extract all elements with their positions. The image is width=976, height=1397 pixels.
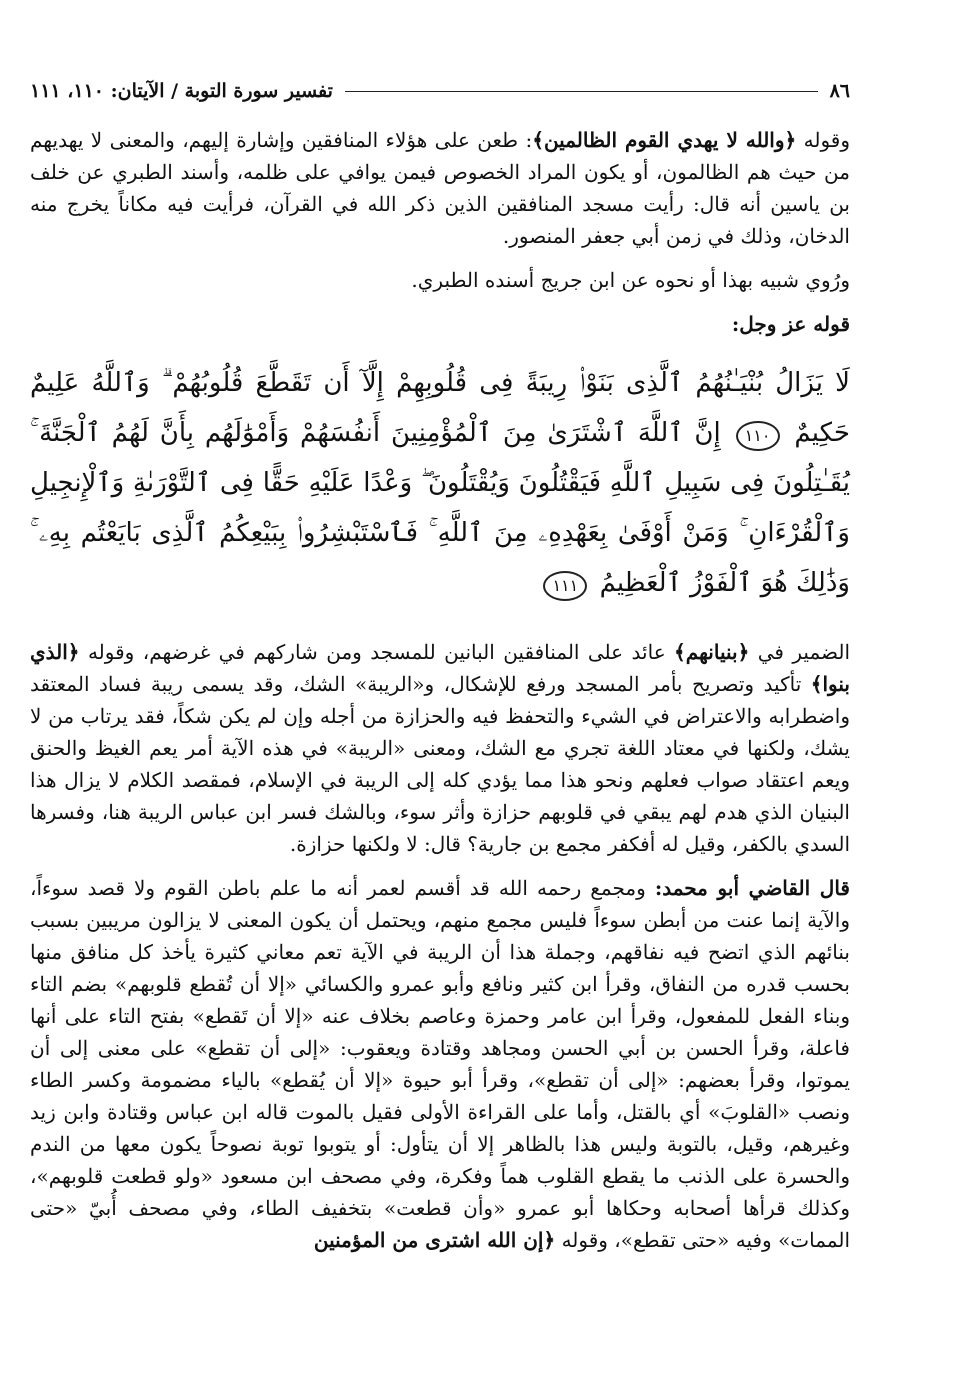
p1-quote: ﴿والله لا يهدي القوم الظالمين﴾ <box>532 128 797 152</box>
p1-text: : طعن على هؤلاء المنافقين وإشارة إليهم، والمعنى لا يهديهم من حيث هم الظالمون، أو يكون المراد الخصوص فيمن يوافي على ظلمه، وأسند الطبري عن خلف بن ياسين أنه قال: رأيت مسجد المنافقين الذين ذكر الله في القرآن، فرأيت فيه مكاناً يخرج منه الدخان، وذلك في زمن أبي جعفر المنصور. <box>30 128 850 248</box>
paragraph-1 <box>30 124 850 252</box>
running-title: تفسير سورة التوبة / الآيتان: ١١٠، ١١١ <box>30 80 333 102</box>
p3-heading: قوله عز وجل: <box>731 312 850 336</box>
paragraph-2: ورُوي شبيه بهذا أو نحوه عن ابن جريج أسنده الطبري. <box>411 268 850 292</box>
p4-quote-2: ﴿الذي بنوا﴾ <box>30 640 850 696</box>
verse-marker-110: ١١٠ <box>736 421 780 451</box>
page-number: ٨٦ <box>829 80 850 102</box>
paragraph-4 <box>30 636 850 860</box>
p4-text: تأكيد وتصريح بأمر المسجد ورفع للإشكال، و«الريبة» الشك، وقد يسمى ريبة فساد المعتقد واضطرابه والاعتراض في الشيء والتحفظ فيه والحزازة من أجله وإن لم يكن شكاً، فقد يرتاب من لا يشك، ولكنها في معتاد اللغة تجري مع الشك، ومعنى «الريبة» في هذه الآية أمر يعم الغيظ والحنق ويعم اعتقاد صواب فعلهم ونحو هذا مما يؤدي كله إلى الريبة في الإسلام، فمقصد الكلام لا يزال هذا البنيان الذي هدم لهم يبقي في قلوبهم حزازة وأثر سوء، وبالشك فسر ابن عباس الريبة هنا، وفسرها السدي بالكفر، وقيل له أفكفر مجمع بن جارية؟ قال: لا ولكنها حزازة. <box>30 672 850 856</box>
p4-quote-1: ﴿بنيانهم﴾ <box>674 640 750 664</box>
verse-part-2: إِنَّ ٱللَّهَ ٱشْتَرَىٰ مِنَ ٱلْمُؤْمِنِينَ أَنفُسَهُمْ وَأَمْوَٰلَهُم بِأَنَّ لَهُمُ ٱلْجَنَّةَ ۚ يُقَـٰتِلُونَ فِى سَبِيلِ ٱللَّهِ فَيَقْتُلُونَ وَيُقْتَلُونَ ۖ وَعْدًا عَلَيْهِ حَقًّا فِى ٱلتَّوْرَىٰةِ وَٱلْإِنجِيلِ وَٱلْقُرْءَانِ ۚ وَمَنْ أَوْفَىٰ بِعَهْدِهِۦ مِنَ ٱللَّهِ ۚ فَٱسْتَبْشِرُوا۟ بِبَيْعِكُمُ ٱلَّذِى بَايَعْتُم بِهِۦ ۚ وَذَٰلِكَ هُوَ ٱلْفَوْزُ ٱلْعَظِيمُ <box>30 418 851 598</box>
p1-lead: وقوله <box>803 128 851 152</box>
quran-verse <box>30 358 850 608</box>
p5-text: ومجمع رحمه الله قد أقسم لعمر أنه ما علم باطن القوم ولا قصد سوءاً، والآية إنما عنت من أبطن سوءاً فليس مجمع منهم، ويحتمل أن يكون المعنى لا يزالون مريبين بسبب بنائهم الذي اتضح فيه نفاقهم، وجملة هذا أن الريبة في الآية تعم معاني كثيرة يأخذ كل منافق منها بحسب قدره من النفاق، وقرأ ابن كثير ونافع وأبو عمرو والكسائي «إلا أن تُقطع قلوبهم» بضم التاء وبناء الفعل للمفعول، وقرأ ابن عامر وحمزة وعاصم بخلاف عنه «إلا أن تَقطع» بفتح التاء على أنها فاعلة، وقرأ الحسن بن أبي الحسن ومجاهد وقتادة ويعقوب: «إلى أن تقطع» على معنى إلى أن يموتوا، وقرأ بعضهم: «إلى أن تقطع»، وقرأ أبو حيوة «إلا أن يُقطع» بالياء مضمومة وكسر الطاء ونصب «القلوبَ» أي بالقتل، وأما على القراءة الأولى فقيل بالموت قاله ابن عباس وقتادة وابن زيد وغيرهم، وقيل، بالتوبة وليس هذا بالظاهر إلا أن يتأول: أو يتوبوا توبة نصوحاً يكون معها من الندم والحسرة على الذنب ما يقطع القلوب هماً وفكرة، وفي مصحف ابن مسعود «ولو قطعت قلوبهم»، وكذلك قرأها أصحابه وحكاها أبو عمرو «وأن قطعت» بتخفيف الطاء، وفي مصحف أُبيّ «حتى الممات» وفيه «حتى تقطع»، وقوله <box>30 876 850 1252</box>
page-body <box>30 124 850 1268</box>
verse-marker-111: ١١١ <box>543 571 587 601</box>
paragraph-5 <box>30 872 850 1256</box>
p4-lead: الضمير في <box>757 640 851 664</box>
p5-lead: قال القاضي أبو محمد: <box>654 876 850 900</box>
page-header <box>30 80 850 102</box>
header-rule <box>345 91 818 92</box>
paragraph-3 <box>30 308 850 340</box>
p5-tail: ﴿إن الله اشترى من المؤمنين <box>313 1228 556 1252</box>
p4-mid: عائد على المنافقين البانين للمسجد ومن شاركهم في غرضهم، وقوله <box>87 640 666 664</box>
verse-part-1: لَا يَزَالُ بُنْيَـٰنُهُمُ ٱلَّذِى بَنَوْا۟ رِيبَةً فِى قُلُوبِهِمْ إِلَّآ أَن تَقَطَّعَ قُلُوبُهُمْ ۗ وَٱللَّهُ عَلِيمٌ حَكِيمٌ <box>30 368 851 448</box>
